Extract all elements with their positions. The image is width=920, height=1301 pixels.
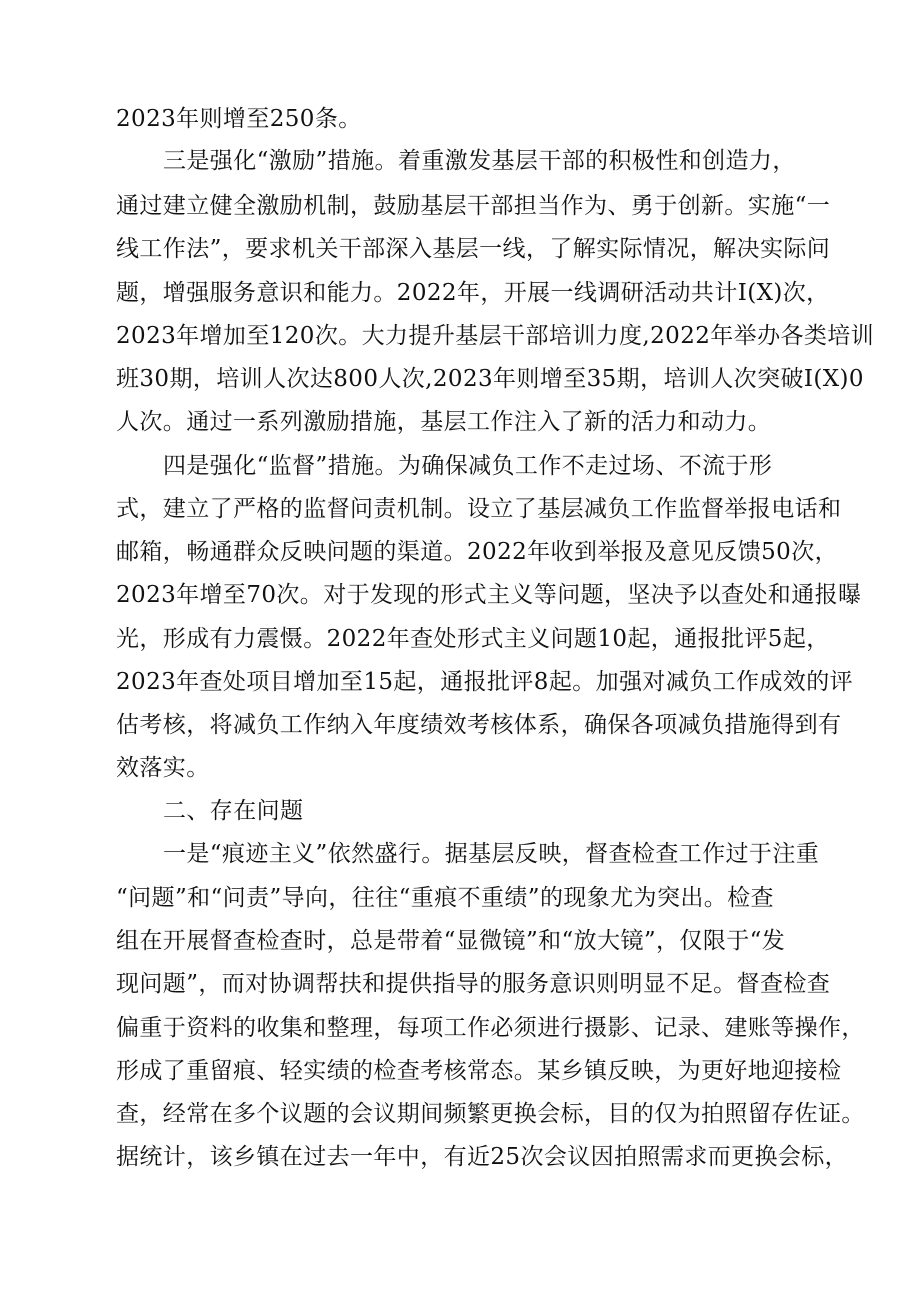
text-line-25: 据统计，该乡镇在过去一年中，有近25次会议因拍照需求而更换会标， — [116, 1144, 849, 1170]
text-line-18: 一是“痕迹主义”依然盛行。据基层反映，督查检查工作过于注重 — [163, 841, 820, 867]
text-line-15: 估考核，将减负工作纳入年度绩效考核体系，确保各项减负措施得到有 — [116, 712, 842, 738]
section-heading: 二、存在问题 — [163, 798, 304, 824]
text-line-16: 效落实。 — [116, 755, 210, 781]
text-line-5: 题，增强服务意识和能力。2022年，开展一线调研活动共计I(X)次， — [116, 280, 830, 306]
text-line-8: 人次。通过一系列激励措施，基层工作注入了新的活力和动力。 — [116, 409, 772, 435]
text-line-24: 查，经常在多个议题的会议期间频繁更换会标，目的仅为拍照留存佐证。 — [116, 1101, 865, 1127]
text-line-22: 偏重于资料的收集和整理，每项工作必须进行摄影、记录、建账等操作， — [116, 1015, 865, 1041]
text-line-21: 现问题”，而对协调帮扶和提供指导的服务意识则明显不足。督查检查 — [116, 971, 831, 997]
text-line-4: 线工作法”，要求机关干部深入基层一线，了解实际情况，解决实际问 — [116, 236, 831, 262]
text-line-6: 2023年增加至120次。大力提升基层干部培训力度,2022年举办各类培训 — [116, 323, 875, 349]
text-line-14: 2023年查处项目增加至15起，通报批评8起。加强对减负工作成效的评 — [116, 669, 854, 695]
text-line-23: 形成了重留痕、轻实绩的检查考核常态。某乡镇反映，为更好地迎接检 — [116, 1058, 842, 1084]
text-line-11: 邮箱，畅通群众反映问题的渠道。2022年收到举报及意见反馈50次， — [116, 539, 838, 565]
text-line-20: 组在开展督查检查时，总是带着“显微镜”和“放大镜”，仅限于“发 — [116, 928, 786, 954]
text-line-3: 通过建立健全激励机制，鼓励基层干部担当作为、勇于创新。实施“一 — [116, 193, 831, 219]
text-line-12: 2023年增至70次。对于发现的形式主义等问题，坚决予以查处和通报曝 — [116, 582, 862, 608]
text-line-10: 式，建立了严格的监督问责机制。设立了基层减负工作监督举报电话和 — [116, 496, 842, 522]
text-line-9: 四是强化“监督”措施。为确保减负工作不走过场、不流于形 — [163, 453, 773, 479]
text-line-1: 2023年则增至250条。 — [116, 106, 362, 132]
text-line-19: “问题”和“问责”导向，往往“重痕不重绩”的现象尤为突出。检查 — [116, 885, 774, 911]
text-line-13: 光，形成有力震慑。2022年查处形式主义问题10起，通报批评5起， — [116, 626, 830, 652]
text-line-2: 三是强化“激励”措施。着重激发基层干部的积极性和创造力， — [163, 148, 796, 174]
text-line-7: 班30期，培训人次达800人次,2023年则增至35期，培训人次突破I(X)0 — [116, 366, 864, 392]
